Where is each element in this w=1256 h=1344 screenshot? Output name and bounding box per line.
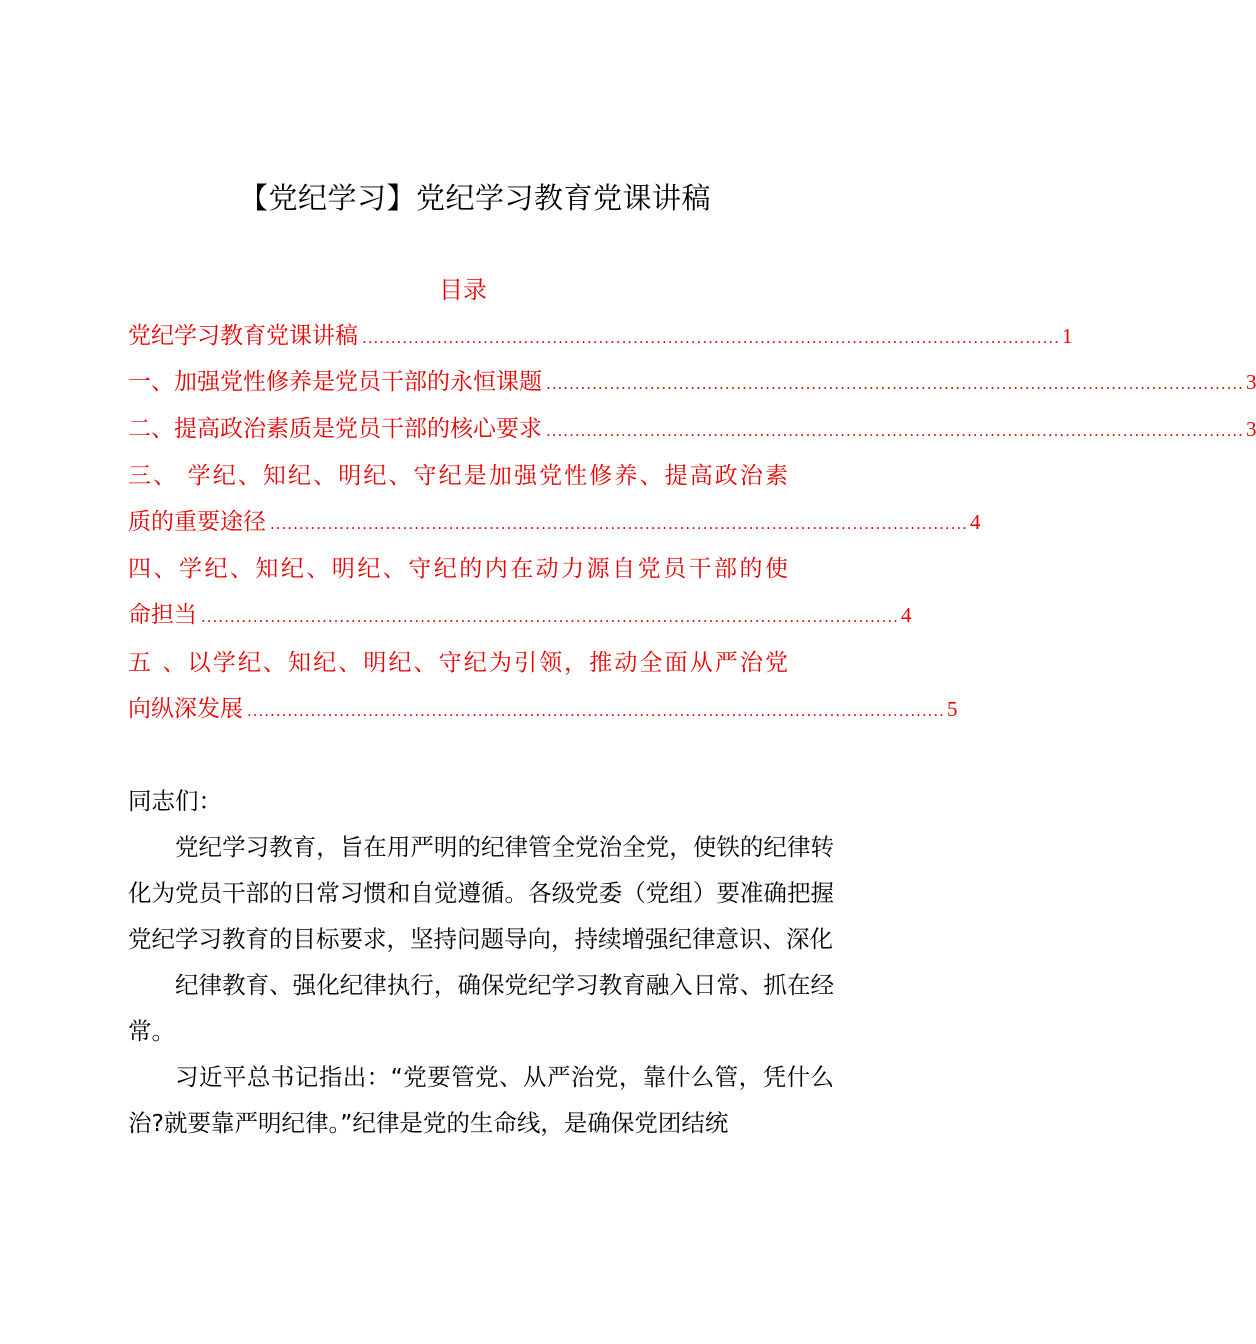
toc-entry-page: 5 <box>946 697 958 721</box>
toc-heading: 目录 <box>439 276 487 304</box>
toc-entry-line2[interactable] <box>128 691 958 727</box>
toc-entry-text: 命担当 <box>128 602 197 628</box>
toc-leader-dots: ......................................................................................................................... <box>201 608 899 626</box>
toc-entry-text: 一、加强党性修养是党员干部的永恒课题 <box>128 369 542 395</box>
toc-entry-page: 3 <box>1245 370 1256 394</box>
toc-leader-dots: ......................................................................................................................... <box>546 375 1244 393</box>
toc-entry-text: 二、提高政治素质是党员干部的核心要求 <box>128 416 542 442</box>
toc-entry-text: 三、 学纪、知纪、明纪、守纪是加强党性修养、提高政治素 <box>128 463 788 489</box>
toc-entry-line1[interactable] <box>128 645 788 681</box>
toc-entry-line2[interactable] <box>128 504 981 540</box>
toc-entry-page: 3 <box>1245 417 1256 441</box>
toc-entry-text: 党纪学习教育党课讲稿 <box>128 323 358 349</box>
toc-leader-dots: ......................................................................................................................... <box>546 422 1244 440</box>
body-paragraph: 习近平总书记指出：“党要管党、从严治党，靠什么管，凭什么治?就要靠严明纪律。”纪律是党的生命线，是确保党团结统 <box>128 1063 834 1137</box>
toc-entry-line2[interactable] <box>128 597 912 633</box>
toc-entry-text: 质的重要途径 <box>128 509 266 535</box>
toc-entry[interactable] <box>128 364 1256 400</box>
toc-leader-dots: ......................................................................................................................... <box>270 515 968 533</box>
toc-entry-page: 4 <box>969 510 981 534</box>
body-paragraph: 纪律教育、强化纪律执行，确保党纪学习教育融入日常、抓在经常。 <box>128 971 834 1045</box>
toc-entry-text: 五 、以学纪、知纪、明纪、守纪为引领，推动全面从严治党 <box>128 650 788 676</box>
toc-entry-page: 4 <box>900 603 912 627</box>
toc-entry[interactable] <box>128 411 1256 447</box>
toc-entry-line1[interactable] <box>128 551 788 587</box>
document-title: 【党纪学习】党纪学习教育党课讲稿 <box>238 181 711 215</box>
toc-entry[interactable] <box>128 318 1073 354</box>
document-body <box>128 778 834 1146</box>
toc-entry-page: 1 <box>1061 324 1073 348</box>
salutation: 同志们： <box>128 787 222 815</box>
toc-leader-dots: ......................................................................................................................... <box>247 702 945 720</box>
body-paragraph: 党纪学习教育，旨在用严明的纪律管全党治全党，使铁的纪律转化为党员干部的日常习惯和自觉遵循。各级党委（党组）要准确把握党纪学习教育的目标要求，坚持问题导向，持续增强纪律意识、深化 <box>128 833 834 953</box>
toc-leader-dots: ......................................................................................................................... <box>362 329 1060 347</box>
toc-entry-text: 四、学纪、知纪、明纪、守纪的内在动力源自党员干部的使 <box>128 556 788 582</box>
toc-entry-text: 向纵深发展 <box>128 696 243 722</box>
toc-entry-line1[interactable] <box>128 458 788 494</box>
